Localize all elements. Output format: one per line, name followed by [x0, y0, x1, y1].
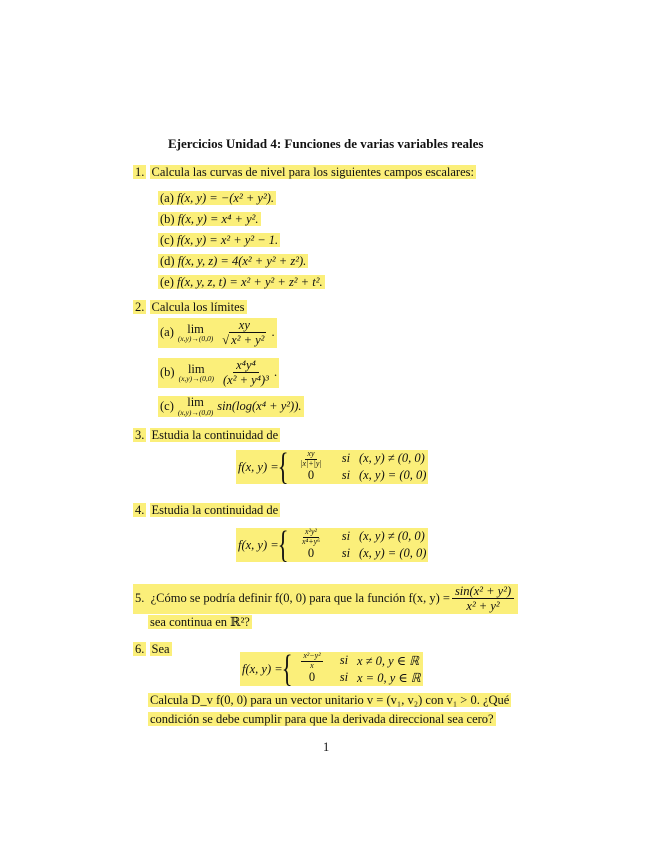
subitem-label: (a) — [160, 191, 174, 205]
subitem-expression: f(x, y, z) = 4(x² + y² + z²). — [177, 254, 307, 268]
exercise-5-text: ¿Cómo se podría definir f(0, 0) para que la función f(x, y) = — [150, 591, 450, 606]
document-title: Ejercicios Unidad 4: Funciones de varias variables reales — [168, 136, 484, 151]
limit-fraction: $\frac{xy}{\text{√ x² + y²}}$ — [222, 318, 265, 348]
exercise-6-function: f(x, y) = { $\frac{\text{x²−y²}}{x}$ si x ≠ 0, y ∈ ℝ 0 si x = 0, y ∈ ℝ — [242, 647, 421, 690]
exercise-4-function: f(x, y) = { $\frac{\text{x²y²}}{\text{x⁴+y⁶}}$ si (x, y) ≠ (0, 0) 0 si (x, y) = (0, 0) — [238, 523, 427, 566]
exercise-6-paragraph-line-2: condición se debe cumplir para que la derivada direccional sea cero? — [150, 712, 494, 726]
exercise-2-number: 2. — [135, 300, 145, 314]
exercise-5-fraction: $\frac{\text{sin(x² + y²)}}{\text{x² + y²}}$ — [452, 584, 514, 614]
subitem-expression: f(x, y) = x⁴ + y². — [177, 212, 259, 226]
exercise-4 — [133, 503, 280, 518]
exercise-3 — [133, 428, 280, 443]
subitem-expression: f(x, y, z, t) = x² + y² + z² + t². — [177, 275, 323, 289]
subitem-label: (c) — [160, 233, 174, 247]
exercise-1-number: 1. — [135, 165, 145, 179]
exercise-1a — [158, 191, 276, 206]
subitem-expression: f(x, y) = x² + y² − 1. — [177, 233, 279, 247]
exercise-5-continuation: sea continua en ℝ²? — [150, 615, 250, 629]
exercise-1 — [133, 165, 476, 180]
exercise-2-text: Calcula los límites — [151, 300, 245, 314]
limit-fraction: $\frac{\text{x⁴y⁴}}{\text{(x² + y⁴)³}}$ — [222, 358, 269, 388]
exercise-1-text: Calcula las curvas de nivel para los siguientes campos escalares: — [151, 165, 474, 179]
limit-operator: lim (x,y)→(0,0) — [177, 395, 214, 417]
exercise-2 — [133, 300, 247, 315]
subitem-label: (b) — [160, 212, 175, 226]
exercise-6-text: Sea — [151, 642, 170, 656]
limit-operator: lim (x,y)→(0,0) — [177, 321, 214, 343]
exercise-6-number: 6. — [135, 642, 145, 656]
subitem-label: (d) — [160, 254, 175, 268]
page-number: 1 — [323, 740, 330, 754]
exercise-6 — [133, 642, 172, 657]
exercise-1e — [158, 275, 325, 290]
exercise-1d — [158, 254, 308, 269]
exercise-3-function: f(x, y) = { $\frac{xy}{|x|+|y|}$ si (x, y) ≠ (0, 0) 0 si (x, y) = (0, 0) — [238, 445, 427, 488]
exercise-5 — [133, 584, 518, 614]
exercise-4-number: 4. — [135, 503, 145, 517]
subitem-label: (c) — [160, 398, 174, 413]
subitem-expression: f(x, y) = −(x² + y²). — [177, 191, 274, 205]
exercise-2b: (b) lim (x,y)→(0,0) $\frac{\text{x⁴y⁴}}{\text{(x² + y⁴)³}}$ . — [160, 358, 278, 388]
exercise-3-text: Estudia la continuidad de — [151, 428, 279, 442]
exercise-1c — [158, 233, 280, 248]
exercise-1b — [158, 212, 261, 227]
exercise-2c — [158, 396, 304, 417]
exercise-4-text: Estudia la continuidad de — [151, 503, 279, 517]
subitem-label: (a) — [160, 325, 174, 340]
limit-operator: lim (x,y)→(0,0) — [178, 361, 214, 383]
subitem-expression: sin(log(x⁴ + y²)). — [217, 398, 302, 413]
exercise-6-paragraph-line-1: Calcula D_v f(0, 0) para un vector unitario v = (v₁, v₂) con v₁ > 0. ¿Qué — [150, 693, 510, 707]
subitem-label: (e) — [160, 275, 174, 289]
subitem-label: (b) — [160, 365, 175, 380]
exercise-5-number: 5. — [135, 591, 145, 606]
exercise-2a: (a) lim (x,y)→(0,0) $\frac{xy}{\text{√ x² + y²}}$ . — [160, 318, 275, 348]
exercise-3-number: 3. — [135, 428, 145, 442]
